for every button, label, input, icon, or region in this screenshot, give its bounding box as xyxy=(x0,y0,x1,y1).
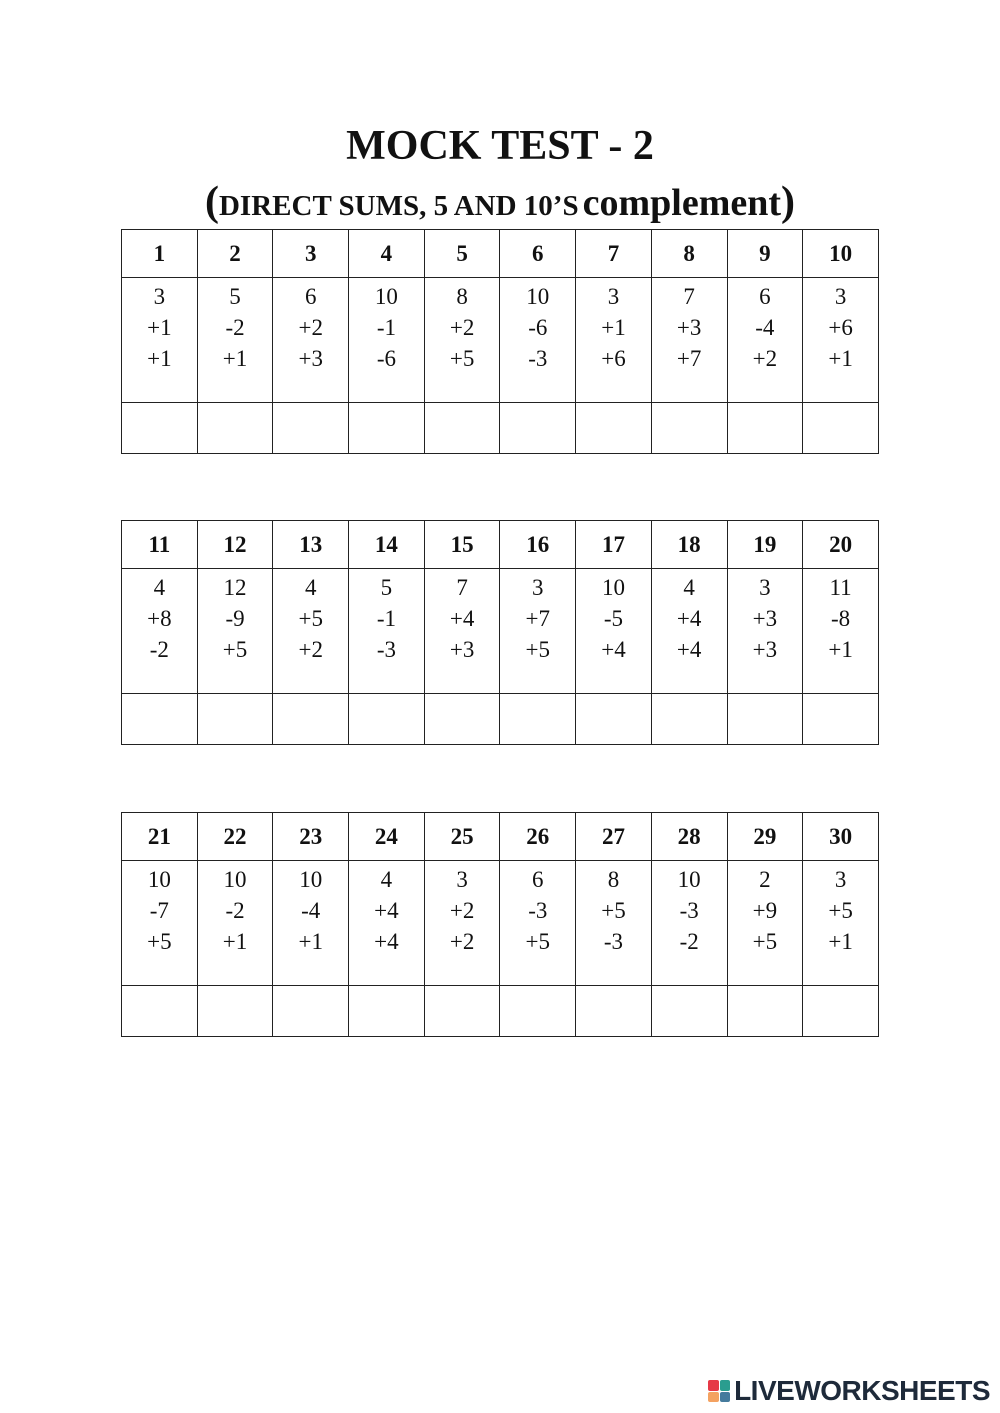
problem-term: -3 xyxy=(376,637,396,662)
problem-term: 10 xyxy=(223,867,247,892)
problem-term: +3 xyxy=(676,315,702,340)
problem-term: 7 xyxy=(683,284,695,309)
problem-term: +3 xyxy=(298,346,323,371)
problem-term: +4 xyxy=(676,606,702,631)
answer-cell[interactable] xyxy=(803,403,879,454)
problem-number: 3 xyxy=(273,230,349,278)
answer-row xyxy=(122,403,879,454)
answer-cell[interactable] xyxy=(349,986,425,1037)
subtitle-open-paren: ( xyxy=(204,179,219,225)
problem-term: 3 xyxy=(456,867,468,892)
problem-term: +2 xyxy=(449,898,475,923)
problem-term: -3 xyxy=(528,346,548,371)
problem-term: +1 xyxy=(298,929,323,954)
problem-term: 5 xyxy=(380,575,393,600)
answer-cell[interactable] xyxy=(197,694,273,745)
problem-cell xyxy=(424,569,500,694)
problem-number: 27 xyxy=(576,813,652,861)
answer-cell[interactable] xyxy=(122,694,198,745)
problem-term: +6 xyxy=(601,346,626,371)
answer-cell[interactable] xyxy=(273,694,349,745)
problem-term: +4 xyxy=(374,898,399,923)
brand-mark-tile xyxy=(708,1380,719,1391)
problem-number: 16 xyxy=(500,521,576,569)
problem-term: 6 xyxy=(532,867,544,892)
problem-term: +5 xyxy=(525,637,551,662)
answer-cell[interactable] xyxy=(651,403,727,454)
problem-term: +2 xyxy=(752,346,778,371)
problem-number: 26 xyxy=(500,813,576,861)
problem-term: -3 xyxy=(679,898,699,923)
answer-cell[interactable] xyxy=(122,986,198,1037)
answer-cell[interactable] xyxy=(651,694,727,745)
problem-number: 9 xyxy=(727,230,803,278)
problem-number: 5 xyxy=(424,230,500,278)
answer-cell[interactable] xyxy=(803,986,879,1037)
problem-term: -2 xyxy=(679,929,699,954)
brand-name: LIVEWORKSHEETS xyxy=(734,1375,990,1406)
problem-term: +7 xyxy=(525,606,551,631)
problem-cell xyxy=(197,861,273,986)
problem-term: 12 xyxy=(223,575,247,600)
problem-term: +1 xyxy=(828,929,853,954)
subtitle-close-paren: ) xyxy=(781,179,795,225)
problem-cell xyxy=(803,861,879,986)
brand-logo xyxy=(708,1375,990,1407)
problem-cell xyxy=(122,569,198,694)
problem-cell xyxy=(273,861,349,986)
problem-term: 7 xyxy=(456,575,468,600)
problem-cell xyxy=(727,861,803,986)
number-row xyxy=(122,813,879,861)
problem-term: 10 xyxy=(374,284,398,309)
problem-term: 3 xyxy=(759,575,771,600)
problem-term: +4 xyxy=(676,637,702,662)
problem-term: 4 xyxy=(683,575,695,600)
problem-number: 21 xyxy=(122,813,198,861)
answer-cell[interactable] xyxy=(349,694,425,745)
answer-cell[interactable] xyxy=(424,694,500,745)
subtitle-complement: complement xyxy=(582,182,781,224)
problem-number: 23 xyxy=(273,813,349,861)
problem-number: 8 xyxy=(651,230,727,278)
problem-term: -9 xyxy=(225,606,245,631)
answer-row xyxy=(122,986,879,1037)
brand-mark-icon xyxy=(708,1380,730,1402)
problem-term: +1 xyxy=(147,346,172,371)
problem-term: -5 xyxy=(603,606,624,631)
problem-cell xyxy=(424,278,500,403)
problem-term: +5 xyxy=(828,898,853,923)
problem-cell xyxy=(500,861,576,986)
answer-cell[interactable] xyxy=(122,403,198,454)
problem-term: 3 xyxy=(834,284,847,309)
problem-number: 18 xyxy=(651,521,727,569)
problem-cell xyxy=(349,278,425,403)
problem-cell xyxy=(273,278,349,403)
answer-cell[interactable] xyxy=(500,694,576,745)
problem-term: +1 xyxy=(147,315,172,340)
problem-block-2 xyxy=(121,520,879,745)
problem-number: 25 xyxy=(424,813,500,861)
problem-cell xyxy=(576,278,652,403)
problem-term: 10 xyxy=(299,867,323,892)
answer-cell[interactable] xyxy=(651,986,727,1037)
problem-term: 10 xyxy=(677,867,701,892)
answer-row xyxy=(122,694,879,745)
answer-cell[interactable] xyxy=(273,403,349,454)
problem-number: 28 xyxy=(651,813,727,861)
problem-term: 6 xyxy=(759,284,771,309)
problem-cell xyxy=(349,569,425,694)
problem-term: 4 xyxy=(153,575,166,600)
problem-cell xyxy=(122,278,198,403)
problem-number: 2 xyxy=(197,230,273,278)
answer-cell[interactable] xyxy=(500,986,576,1037)
problem-term: -2 xyxy=(225,898,245,923)
problem-term: 3 xyxy=(532,575,544,600)
problem-number: 10 xyxy=(803,230,879,278)
problem-term: +5 xyxy=(525,929,551,954)
problem-term: +1 xyxy=(601,315,626,340)
problem-term: -1 xyxy=(376,315,396,340)
answer-cell[interactable] xyxy=(727,403,803,454)
problem-term: +5 xyxy=(752,929,778,954)
problem-term: 6 xyxy=(304,284,317,309)
problem-cell xyxy=(727,278,803,403)
problem-term: -2 xyxy=(149,637,169,662)
problem-term: 11 xyxy=(829,575,852,600)
problem-term: -1 xyxy=(376,606,396,631)
answer-cell[interactable] xyxy=(424,986,500,1037)
problem-cell xyxy=(122,861,198,986)
problem-number: 17 xyxy=(576,521,652,569)
problem-term: +1 xyxy=(222,346,248,371)
problem-cell xyxy=(424,861,500,986)
problem-term: +2 xyxy=(298,315,323,340)
problem-number: 22 xyxy=(197,813,273,861)
problem-term: +5 xyxy=(449,346,475,371)
problem-row xyxy=(122,861,879,986)
answer-cell[interactable] xyxy=(273,986,349,1037)
problem-term: +3 xyxy=(449,637,475,662)
problem-block-1 xyxy=(121,229,879,454)
problem-term: +8 xyxy=(147,606,172,631)
problem-term: +7 xyxy=(676,346,702,371)
number-row xyxy=(122,230,879,278)
answer-cell[interactable] xyxy=(576,986,652,1037)
problem-term: +4 xyxy=(449,606,475,631)
problem-term: +5 xyxy=(147,929,172,954)
problem-cell xyxy=(576,861,652,986)
answer-cell[interactable] xyxy=(197,986,273,1037)
problem-number: 11 xyxy=(122,521,198,569)
problem-term: 10 xyxy=(601,575,625,600)
answer-cell[interactable] xyxy=(424,403,500,454)
problem-cell xyxy=(727,569,803,694)
problem-term: -6 xyxy=(376,346,396,371)
problem-term: +5 xyxy=(601,898,626,923)
problem-term: 4 xyxy=(380,867,393,892)
problem-term: +6 xyxy=(828,315,853,340)
problem-cell xyxy=(500,569,576,694)
problem-term: +5 xyxy=(222,637,248,662)
problem-number: 4 xyxy=(349,230,425,278)
page-title: MOCK TEST - 2 xyxy=(346,123,654,169)
problem-cell xyxy=(197,569,273,694)
problem-cell xyxy=(651,861,727,986)
problem-cell xyxy=(803,278,879,403)
subtitle-topics: DIRECT SUMS, 5 AND 10’S xyxy=(218,190,579,222)
problem-number: 29 xyxy=(727,813,803,861)
answer-cell[interactable] xyxy=(349,403,425,454)
answer-cell[interactable] xyxy=(727,986,803,1037)
problem-number: 15 xyxy=(424,521,500,569)
problem-cell xyxy=(651,569,727,694)
problem-block-3 xyxy=(121,812,879,1037)
problem-term: 10 xyxy=(147,867,171,892)
problem-term: -7 xyxy=(149,898,169,923)
answer-cell[interactable] xyxy=(576,403,652,454)
problem-term: 5 xyxy=(229,284,241,309)
problem-number: 1 xyxy=(122,230,198,278)
brand-mark-tile xyxy=(708,1392,719,1403)
problem-term: -3 xyxy=(603,929,624,954)
answer-cell[interactable] xyxy=(803,694,879,745)
problem-number: 13 xyxy=(273,521,349,569)
problem-term: 3 xyxy=(607,284,620,309)
problem-term: -4 xyxy=(301,898,321,923)
number-row xyxy=(122,521,879,569)
problem-cell xyxy=(273,569,349,694)
problem-term: +4 xyxy=(601,637,626,662)
problem-cell xyxy=(349,861,425,986)
problem-term: +1 xyxy=(222,929,248,954)
problem-cell xyxy=(500,278,576,403)
problem-number: 12 xyxy=(197,521,273,569)
problem-row xyxy=(122,569,879,694)
problem-number: 19 xyxy=(727,521,803,569)
answer-cell[interactable] xyxy=(197,403,273,454)
problem-term: +4 xyxy=(374,929,399,954)
problem-number: 7 xyxy=(576,230,652,278)
problem-term: -3 xyxy=(528,898,548,923)
problem-term: 3 xyxy=(834,867,847,892)
brand-mark-tile xyxy=(720,1380,731,1391)
problem-term: +1 xyxy=(828,346,853,371)
problem-term: -4 xyxy=(755,315,775,340)
problem-row xyxy=(122,278,879,403)
problem-term: +2 xyxy=(449,315,475,340)
problem-term: 8 xyxy=(607,867,620,892)
problem-cell xyxy=(803,569,879,694)
problem-term: +5 xyxy=(298,606,323,631)
answer-cell[interactable] xyxy=(727,694,803,745)
problem-number: 24 xyxy=(349,813,425,861)
problem-term: 4 xyxy=(304,575,317,600)
problem-number: 30 xyxy=(803,813,879,861)
problem-term: 10 xyxy=(526,284,550,309)
problem-cell xyxy=(197,278,273,403)
problem-term: +3 xyxy=(752,637,778,662)
problem-number: 6 xyxy=(500,230,576,278)
problem-cell xyxy=(651,278,727,403)
problem-term: 8 xyxy=(456,284,468,309)
problem-term: +1 xyxy=(828,637,853,662)
problem-cell xyxy=(576,569,652,694)
answer-cell[interactable] xyxy=(576,694,652,745)
problem-term: +2 xyxy=(298,637,323,662)
problem-term: +2 xyxy=(449,929,475,954)
answer-cell[interactable] xyxy=(500,403,576,454)
page-subtitle xyxy=(0,178,1000,235)
problem-term: 3 xyxy=(153,284,166,309)
problem-term: -6 xyxy=(528,315,548,340)
problem-number: 14 xyxy=(349,521,425,569)
problem-term: 2 xyxy=(759,867,771,892)
problem-term: -8 xyxy=(831,606,851,631)
problem-term: -2 xyxy=(225,315,245,340)
problem-term: +3 xyxy=(752,606,778,631)
problem-number: 20 xyxy=(803,521,879,569)
problem-term: +9 xyxy=(752,898,778,923)
brand-mark-tile xyxy=(720,1392,731,1403)
